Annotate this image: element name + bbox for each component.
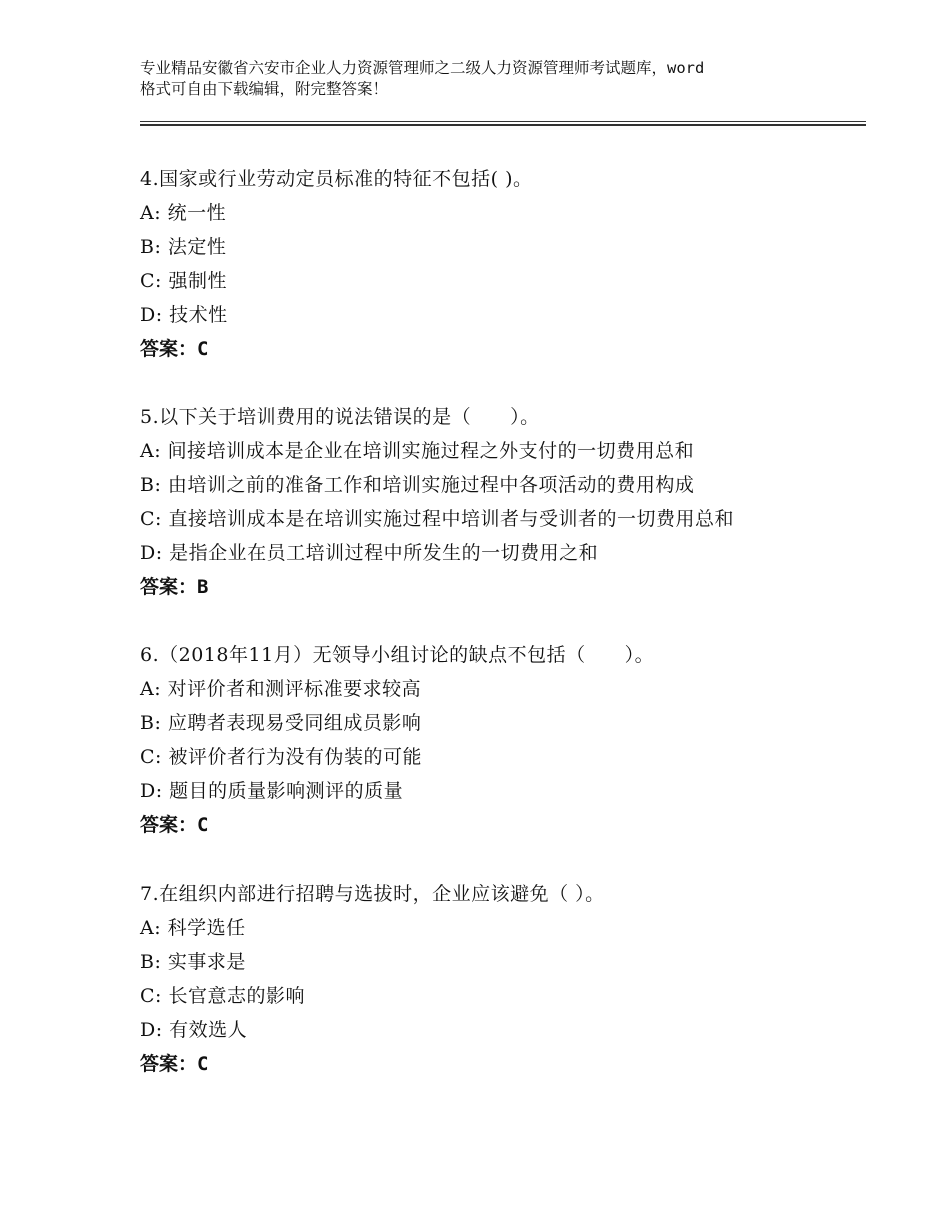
answer-label: 答案：C <box>140 338 209 360</box>
option-b: B: 应聘者表现易受同组成员影响 <box>140 712 422 734</box>
document-header <box>140 58 840 100</box>
option-c: C: 强制性 <box>140 270 227 292</box>
question-title: 4.国家或行业劳动定员标准的特征不包括( )。 <box>140 168 533 190</box>
question-title: 6.（2018年11月）无领导小组讨论的缺点不包括（ ）。 <box>140 644 655 666</box>
question-block <box>140 877 860 1081</box>
answer-label: 答案：C <box>140 814 209 836</box>
header-line-2: 格式可自由下载编辑，附完整答案！ <box>140 80 389 98</box>
option-a: A: 统一性 <box>140 202 227 224</box>
option-a: A: 对评价者和测评标准要求较高 <box>140 678 422 700</box>
option-c: C: 长官意志的影响 <box>140 985 305 1007</box>
question-block <box>140 162 860 366</box>
option-d: D: 有效选人 <box>140 1019 248 1041</box>
option-d: D: 技术性 <box>140 304 228 326</box>
header-rule-thin <box>140 121 866 122</box>
option-c: C: 被评价者行为没有伪装的可能 <box>140 746 422 768</box>
option-a: A: 间接培训成本是企业在培训实施过程之外支付的一切费用总和 <box>140 440 695 462</box>
question-block <box>140 638 860 842</box>
header-line-1: 专业精品安徽省六安市企业人力资源管理师之二级人力资源管理师考试题库，word <box>140 59 705 77</box>
option-b: B: 法定性 <box>140 236 227 258</box>
option-c: C: 直接培训成本是在培训实施过程中培训者与受训者的一切费用总和 <box>140 508 734 530</box>
option-d: D: 是指企业在员工培训过程中所发生的一切费用之和 <box>140 542 599 564</box>
answer-label: 答案：C <box>140 1053 209 1075</box>
option-d: D: 题目的质量影响测评的质量 <box>140 780 404 802</box>
answer-label: 答案：B <box>140 576 209 598</box>
option-b: B: 实事求是 <box>140 951 246 973</box>
header-rule-thick <box>140 124 866 126</box>
option-b: B: 由培训之前的准备工作和培训实施过程中各项活动的费用构成 <box>140 474 695 496</box>
option-a: A: 科学选任 <box>140 917 246 939</box>
question-block <box>140 400 860 604</box>
question-title: 7.在组织内部进行招聘与选拔时，企业应该避免（ ）。 <box>140 883 605 905</box>
question-title: 5.以下关于培训费用的说法错误的是（ ）。 <box>140 406 540 428</box>
